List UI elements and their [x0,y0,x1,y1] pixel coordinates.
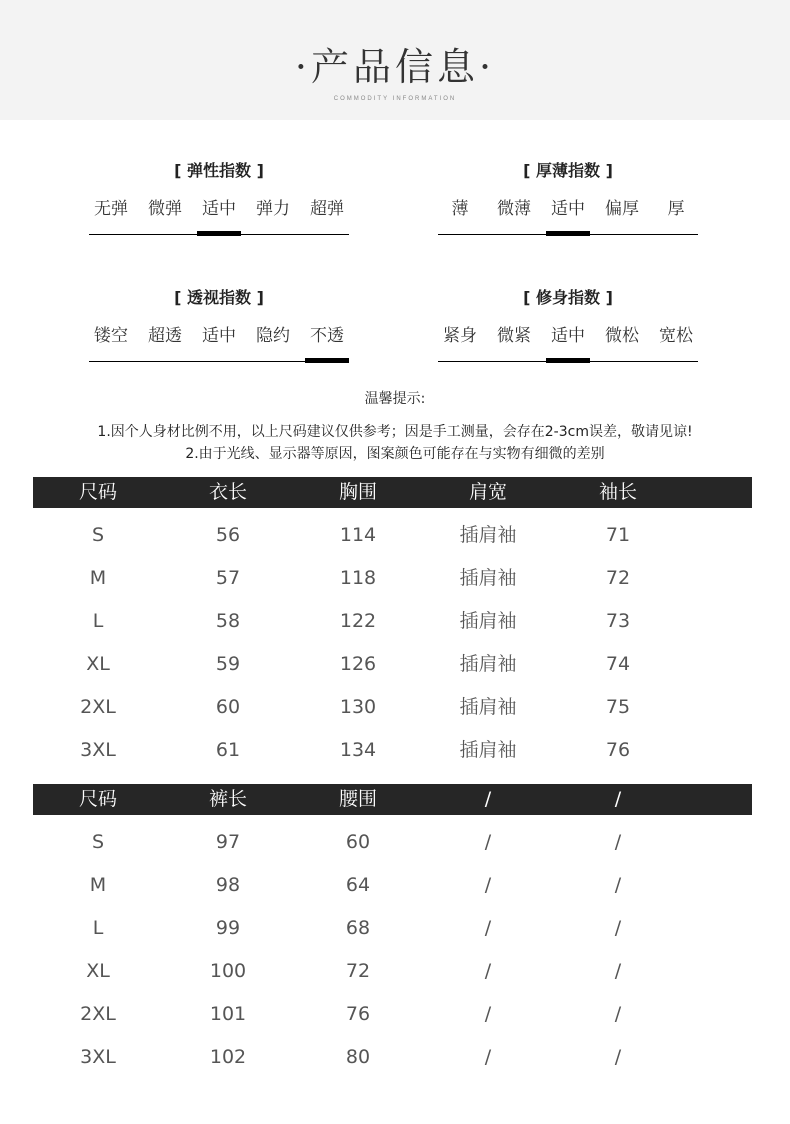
top-size-table-header [33,477,752,508]
index-option: 宽松 [659,326,693,346]
table-cell: L [92,917,104,939]
index-option: 隐约 [256,326,290,346]
header-banner [0,0,790,120]
table-cell: / [484,831,492,853]
index-option: 紧身 [443,326,477,346]
table-cell: 60 [215,696,241,718]
table-cell: / [484,1003,492,1025]
table-cell: 插肩袖 [459,696,517,718]
table-row [33,864,752,907]
table-cell: S [91,524,105,546]
column-header: 袖长 [598,481,637,503]
table-cell: 134 [339,739,377,761]
table-row [33,643,752,686]
index-selected-marker [546,231,590,236]
table-cell: 76 [605,739,631,761]
table-cell: / [614,1046,622,1068]
index-option: 薄 [451,199,469,219]
table-cell: 72 [345,960,371,982]
table-cell: / [614,831,622,853]
column-header: 尺码 [78,788,117,810]
table-cell: / [614,917,622,939]
table-cell: 97 [215,831,241,853]
table-row [33,557,752,600]
index-option: 镂空 [94,326,128,346]
table-cell: 3XL [80,739,116,761]
table-row [33,907,752,950]
table-cell: 100 [209,960,247,982]
table-cell: 61 [215,739,241,761]
table-cell: / [614,1003,622,1025]
column-header: 尺码 [78,481,117,503]
column-header: 衣长 [208,481,247,503]
bottom-size-table-header [33,784,752,815]
table-row [33,514,752,557]
table-cell: L [92,610,104,632]
index-selected-marker [305,358,349,363]
table-cell: 2XL [80,696,116,718]
index-option: 弹力 [256,199,290,219]
index-title: [ 透视指数 ] [174,288,264,307]
table-cell: 99 [215,917,241,939]
table-cell: 76 [345,1003,371,1025]
table-cell: 60 [345,831,371,853]
index-option: 微紧 [497,326,531,346]
index-option: 超弹 [310,199,344,219]
table-cell: 72 [605,567,631,589]
table-cell: 130 [339,696,377,718]
tips-title: 温馨提示: [364,391,426,407]
transparency-index [89,287,349,362]
table-cell: 114 [339,524,377,546]
table-cell: 插肩袖 [459,610,517,632]
table-cell: 101 [209,1003,247,1025]
table-cell: XL [86,960,110,982]
table-cell: 64 [345,874,371,896]
column-header: 裤长 [208,788,247,810]
index-option: 超透 [148,326,182,346]
thickness-index [438,160,698,235]
index-scale-line [438,361,698,362]
index-selected-marker [197,231,241,236]
elasticity-index [89,160,349,235]
index-scale-line [89,234,349,235]
table-cell: / [484,874,492,896]
table-cell: M [89,567,107,589]
table-row [33,600,752,643]
table-cell: / [614,874,622,896]
index-options [89,325,349,347]
index-scale-line [438,234,698,235]
table-cell: 75 [605,696,631,718]
page-subtitle: COMMODITY INFORMATION [333,96,457,102]
table-cell: 2XL [80,1003,116,1025]
index-title: [ 修身指数 ] [523,288,613,307]
table-cell: 57 [215,567,241,589]
page-title: ·产品信息· [294,45,496,89]
index-option: 偏厚 [605,199,639,219]
table-cell: 102 [209,1046,247,1068]
table-row [33,950,752,993]
index-options [89,198,349,220]
fit-index [438,287,698,362]
index-option: 适中 [202,326,236,346]
table-cell: / [484,1046,492,1068]
column-header: 胸围 [338,481,377,503]
column-header: 肩宽 [468,481,507,503]
table-row [33,686,752,729]
column-header: 腰围 [338,788,377,810]
table-row [33,993,752,1036]
table-row [33,1036,752,1079]
table-cell: / [484,960,492,982]
column-header: / [614,788,622,810]
table-cell: 74 [605,653,631,675]
table-row [33,729,752,772]
index-option: 微薄 [497,199,531,219]
table-cell: 71 [605,524,631,546]
table-cell: 插肩袖 [459,653,517,675]
index-option: 适中 [202,199,236,219]
table-cell: XL [86,653,110,675]
table-cell: 59 [215,653,241,675]
table-cell: 122 [339,610,377,632]
table-row [33,821,752,864]
index-option: 微弹 [148,199,182,219]
table-cell: M [89,874,107,896]
column-header: / [484,788,492,810]
table-cell: / [614,960,622,982]
table-cell: 56 [215,524,241,546]
table-cell: 126 [339,653,377,675]
index-scale-line [89,361,349,362]
table-cell: 58 [215,610,241,632]
index-option: 适中 [551,199,585,219]
table-cell: 插肩袖 [459,524,517,546]
table-cell: 80 [345,1046,371,1068]
table-cell: 插肩袖 [459,739,517,761]
index-selected-marker [546,358,590,363]
index-title: [ 弹性指数 ] [174,161,264,180]
index-option: 不透 [310,326,344,346]
tip-line-1: 1.因个人身材比例不用，以上尺码建议仅供参考；因是手工测量，会存在2-3cm误差，敬请见谅! [97,424,693,440]
table-cell: 68 [345,917,371,939]
index-options [438,198,698,220]
index-option: 适中 [551,326,585,346]
table-cell: 118 [339,567,377,589]
index-option: 厚 [667,199,685,219]
table-cell: 插肩袖 [459,567,517,589]
index-title: [ 厚薄指数 ] [523,161,613,180]
index-option: 微松 [605,326,639,346]
index-option: 无弹 [94,199,128,219]
table-cell: 3XL [80,1046,116,1068]
table-cell: / [484,917,492,939]
table-cell: 73 [605,610,631,632]
table-cell: 98 [215,874,241,896]
table-cell: S [91,831,105,853]
tip-line-2: 2.由于光线、显示器等原因，图案颜色可能存在与实物有细微的差别 [185,446,605,462]
index-options [438,325,698,347]
